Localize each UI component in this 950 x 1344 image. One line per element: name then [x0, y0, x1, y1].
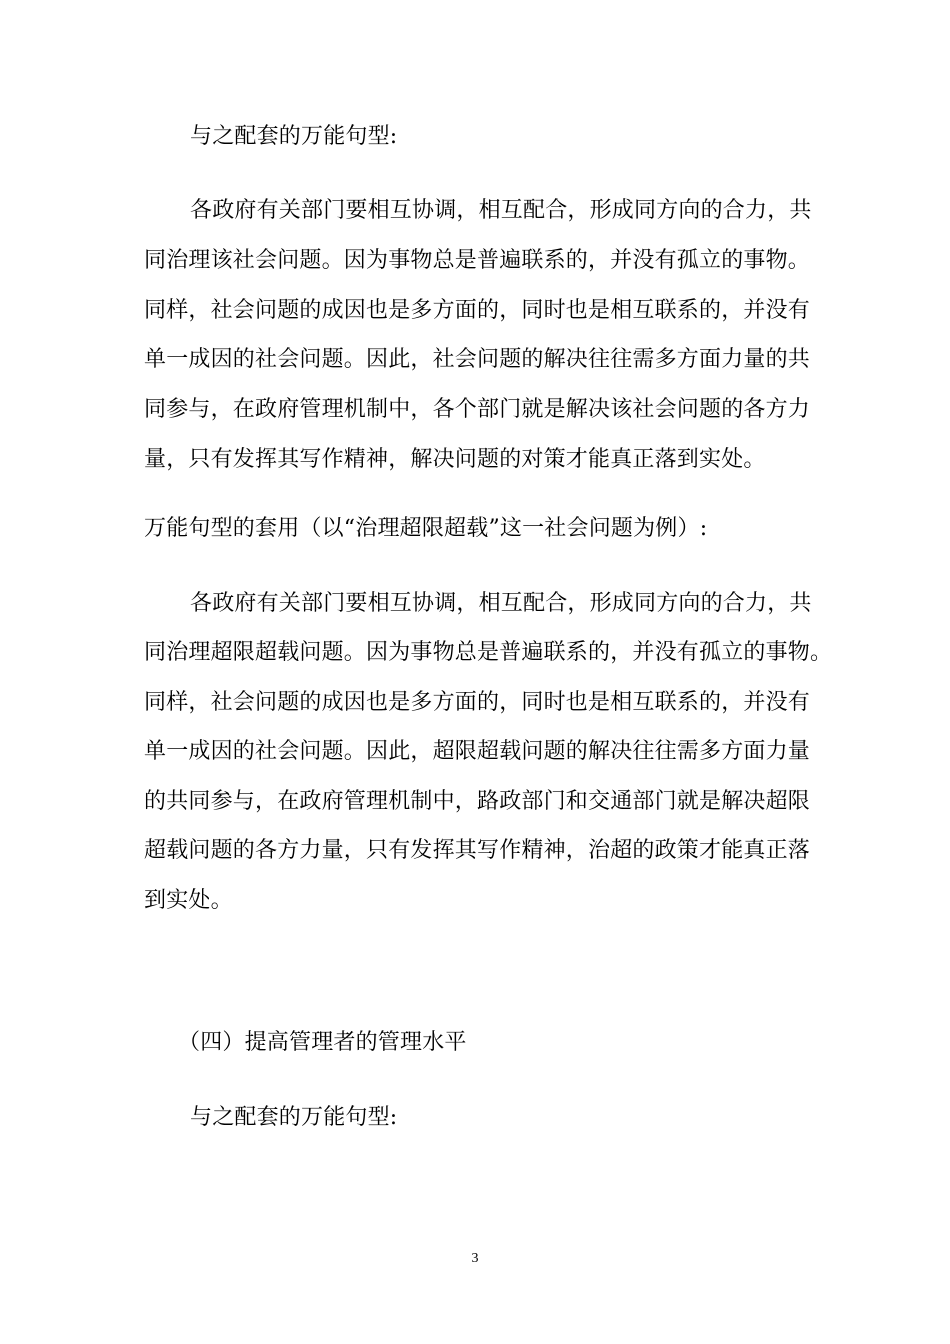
paragraph-line: 单一成因的社会问题。因此，超限超载问题的解决往往需多方面力量 — [144, 739, 811, 764]
paragraph-line: 到实处。 — [144, 888, 233, 913]
paragraph-line: 同样，社会问题的成因也是多方面的，同时也是相互联系的，并没有 — [144, 690, 811, 715]
page-number: 3 — [471, 1251, 479, 1266]
section-heading: （四）提高管理者的管理水平 — [178, 1030, 467, 1055]
paragraph-line: 同参与，在政府管理机制中，各个部门就是解决该社会问题的各方力 — [144, 397, 811, 422]
paragraph-line: 量，只有发挥其写作精神，解决问题的对策才能真正落到实处。 — [144, 447, 766, 472]
paragraph-line: 各政府有关部门要相互协调，相互配合，形成同方向的合力，共 — [190, 591, 812, 616]
paragraph-line: 同治理该社会问题。因为事物总是普遍联系的，并没有孤立的事物。 — [144, 248, 811, 273]
paragraph-line: 超载问题的各方力量，只有发挥其写作精神，治超的政策才能真正落 — [144, 838, 811, 863]
section-label: 万能句型的套用（以“治理超限超载”这一社会问题为例）: — [144, 516, 708, 541]
section-label: 与之配套的万能句型: — [190, 1105, 398, 1130]
paragraph-line: 各政府有关部门要相互协调，相互配合，形成同方向的合力，共 — [190, 198, 812, 223]
section-label: 与之配套的万能句型: — [190, 124, 398, 149]
paragraph-line: 的共同参与，在政府管理机制中，路政部门和交通部门就是解决超限 — [144, 789, 811, 814]
paragraph-line: 同样，社会问题的成因也是多方面的，同时也是相互联系的，并没有 — [144, 298, 811, 323]
paragraph-line: 同治理超限超载问题。因为事物总是普遍联系的，并没有孤立的事物。 — [144, 640, 833, 665]
paragraph-line: 单一成因的社会问题。因此，社会问题的解决往往需多方面力量的共 — [144, 347, 811, 372]
